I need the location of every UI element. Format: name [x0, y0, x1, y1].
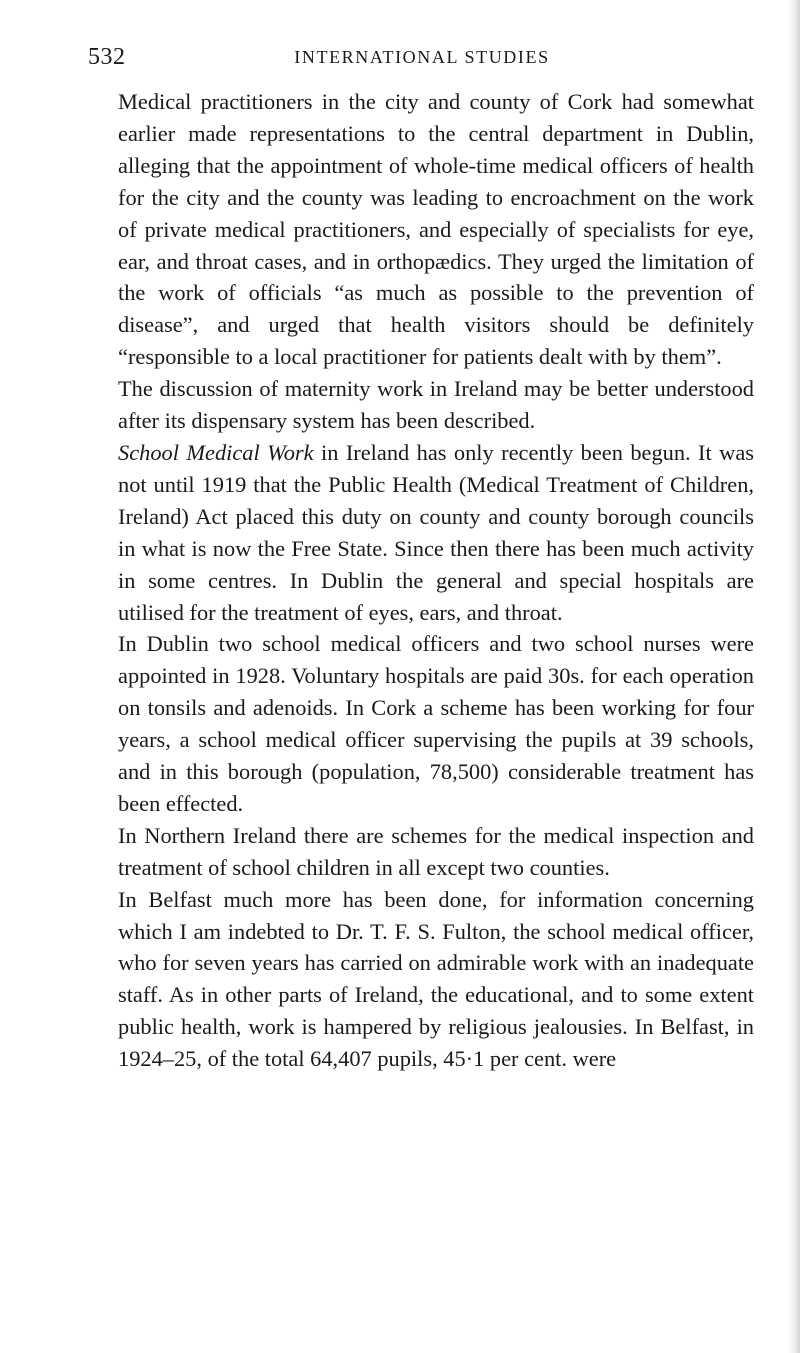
- paragraph: In Northern Ireland there are schemes for the medical inspection and treatment of school children in all except two counties.: [118, 822, 754, 880]
- page-edge-shadow: [788, 0, 800, 1353]
- paragraph: Medical practitioners in the city and county of Cork had somewhat earlier made representations to the central department in Dublin, alleging that the appointment of whole-time medical officers of health for the city and the county was leading to encroachment on the work of private medical practitioners, and especially of specialists for eye, ear, and throat cases, and in orthopædics. They urged the limitation of the work of officials “as much as possible to the prevention of disease”, and urged that health visitors should be definitely “responsible to a local practitioner for patients dealt with by them”.: [118, 89, 754, 370]
- paragraph: [118, 437, 754, 628]
- running-head-title: INTERNATIONAL STUDIES: [294, 47, 550, 67]
- section-heading: School Medical Work: [118, 439, 314, 465]
- paragraph: The discussion of maternity work in Ireland may be better understood after its dispensary system has been described.: [118, 376, 754, 434]
- running-head: [88, 44, 756, 74]
- paragraph: In Dublin two school medical officers and two school nurses were appointed in 1928. Voluntary hospitals are paid 30s. for each operation on tonsils and adenoids. In Cork a scheme has been working for four years, a school medical officer supervising the pupils at 39 schools, and in this borough (population, 78,500) considerable treatment has been effected.: [118, 631, 754, 816]
- paragraph-text: in Ireland has only recently been begun. It was not until 1919 that the Public Health (Medical Treatment of Children, Ireland) Act placed this duty on county and county borough councils in what is now the Free State. Since then there has been much activity in some centres. In Dublin the general and special hospitals are utilised for the treatment of eyes, ears, and throat.: [118, 439, 754, 625]
- body-text: [118, 86, 754, 1075]
- paragraph: In Belfast much more has been done, for information concerning which I am indebted to Dr. T. F. S. Fulton, the school medical officer, who for seven years has carried on admirable work with an inadequate staff. As in other parts of Ireland, the educational, and to some extent public health, work is hampered by religious jealousies. In Belfast, in 1924–25, of the total 64,407 pupils, 45·1 per cent. were: [118, 886, 754, 1072]
- page-number: 532: [88, 44, 126, 70]
